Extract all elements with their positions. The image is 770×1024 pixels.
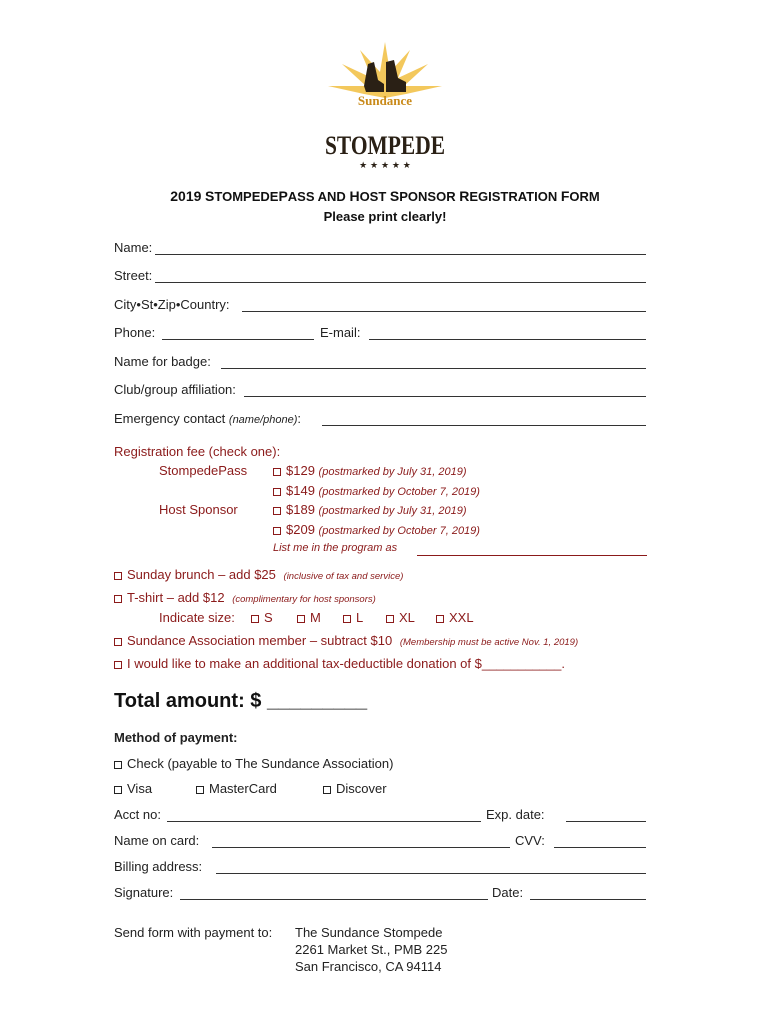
club-field[interactable]	[244, 396, 646, 397]
registration-heading: Registration fee (check one):	[114, 444, 281, 459]
checkbox-icon[interactable]	[273, 468, 281, 476]
host-sponsor-label: Host Sponsor	[159, 502, 238, 517]
checkbox-icon[interactable]	[196, 786, 204, 794]
checkbox-icon[interactable]	[114, 638, 122, 646]
checkbox-icon[interactable]	[323, 786, 331, 794]
stompedepass-label: StompedePass	[159, 463, 248, 478]
form-subtitle: Please print clearly!	[323, 209, 447, 224]
billing-label: Billing address:	[114, 859, 203, 874]
checkbox-icon[interactable]	[343, 615, 351, 623]
check-option[interactable]: Check (payable to The Sundance Association)	[114, 756, 393, 771]
checkbox-icon[interactable]	[273, 527, 281, 535]
size-option-s[interactable]: S	[251, 610, 273, 625]
list-me-label: List me in the program as	[273, 542, 398, 554]
sunday-brunch-option[interactable]: Sunday brunch – add $25 (inclusive of tax and service)	[114, 567, 403, 582]
size-option-m[interactable]: M	[297, 610, 321, 625]
tshirt-option[interactable]: T-shirt – add $12 (complimentary for host sponsors)	[114, 590, 376, 605]
address-line-1: The Sundance Stompede	[295, 925, 443, 940]
fee-option-129[interactable]: $129 (postmarked by July 31, 2019)	[273, 463, 467, 478]
program-name-field[interactable]	[417, 555, 647, 556]
name-field[interactable]	[155, 254, 646, 255]
payment-heading: Method of payment:	[114, 730, 238, 745]
exp-label: Exp. date:	[486, 807, 545, 822]
checkbox-icon[interactable]	[436, 615, 444, 623]
club-label: Club/group affiliation:	[114, 382, 236, 397]
date-label: Date:	[492, 885, 524, 900]
logo-brand-top: Sundance	[357, 93, 413, 108]
sundance-stompede-logo	[318, 42, 452, 172]
starburst-icon	[328, 42, 442, 98]
checkbox-icon[interactable]	[114, 761, 122, 769]
size-label: Indicate size:	[159, 610, 235, 625]
city-field[interactable]	[242, 311, 646, 312]
checkbox-icon[interactable]	[251, 615, 259, 623]
signature-label: Signature:	[114, 885, 174, 900]
svg-text:★ ★ ★ ★ ★: ★ ★ ★ ★ ★	[359, 161, 411, 171]
acct-label: Acct no:	[114, 807, 161, 822]
street-field[interactable]	[155, 282, 646, 283]
send-to-label: Send form with payment to:	[114, 925, 273, 940]
size-option-xxl[interactable]: XXL	[436, 610, 474, 625]
emergency-label: Emergency contact (name/phone):	[114, 411, 302, 426]
email-label: E-mail:	[320, 325, 361, 340]
date-field[interactable]	[530, 899, 646, 900]
mastercard-option[interactable]: MasterCard	[196, 781, 277, 796]
name-on-card-field[interactable]	[212, 847, 510, 848]
address-line-3: San Francisco, CA 94114	[295, 959, 442, 974]
street-label: Street:	[114, 268, 153, 283]
cvv-label: CVV:	[515, 833, 545, 848]
emergency-field[interactable]	[322, 425, 646, 426]
association-member-option[interactable]: Sundance Association member – subtract $10 (Membership must be active Nov. 1, 2019)	[114, 633, 578, 648]
badge-label: Name for badge:	[114, 354, 211, 369]
checkbox-icon[interactable]	[114, 572, 122, 580]
city-label: City•St•Zip•Country:	[114, 297, 230, 312]
checkbox-icon[interactable]	[273, 507, 281, 515]
size-option-l[interactable]: L	[343, 610, 363, 625]
badge-field[interactable]	[221, 368, 646, 369]
logo-brand-main: STOMPEDE	[325, 131, 445, 160]
fee-option-209[interactable]: $209 (postmarked by October 7, 2019)	[273, 522, 480, 537]
phone-label: Phone:	[114, 325, 156, 340]
discover-option[interactable]: Discover	[323, 781, 387, 796]
address-line-2: 2261 Market St., PMB 225	[295, 942, 448, 957]
donation-option[interactable]: I would like to make an additional tax-deductible donation of $___________.	[114, 656, 565, 671]
checkbox-icon[interactable]	[273, 488, 281, 496]
acct-field[interactable]	[167, 821, 481, 822]
checkbox-icon[interactable]	[386, 615, 394, 623]
fee-option-149[interactable]: $149 (postmarked by October 7, 2019)	[273, 483, 480, 498]
phone-field[interactable]	[162, 339, 314, 340]
email-field[interactable]	[369, 339, 646, 340]
checkbox-icon[interactable]	[114, 661, 122, 669]
billing-field[interactable]	[216, 873, 646, 874]
total-amount: Total amount: $ _________	[114, 690, 368, 712]
name-on-card-label: Name on card:	[114, 833, 200, 848]
checkbox-icon[interactable]	[114, 595, 122, 603]
stars-icon	[359, 161, 411, 171]
size-option-xl[interactable]: XL	[386, 610, 415, 625]
checkbox-icon[interactable]	[297, 615, 305, 623]
fee-option-189[interactable]: $189 (postmarked by July 31, 2019)	[273, 502, 467, 517]
signature-field[interactable]	[180, 899, 488, 900]
form-title: 2019 STOMPEDEPASS AND HOST SPONSOR REGISTRATION FORM	[170, 188, 600, 204]
cvv-field[interactable]	[554, 847, 646, 848]
exp-field[interactable]	[566, 821, 646, 822]
checkbox-icon[interactable]	[114, 786, 122, 794]
name-label: Name:	[114, 240, 153, 255]
visa-option[interactable]: Visa	[114, 781, 152, 796]
